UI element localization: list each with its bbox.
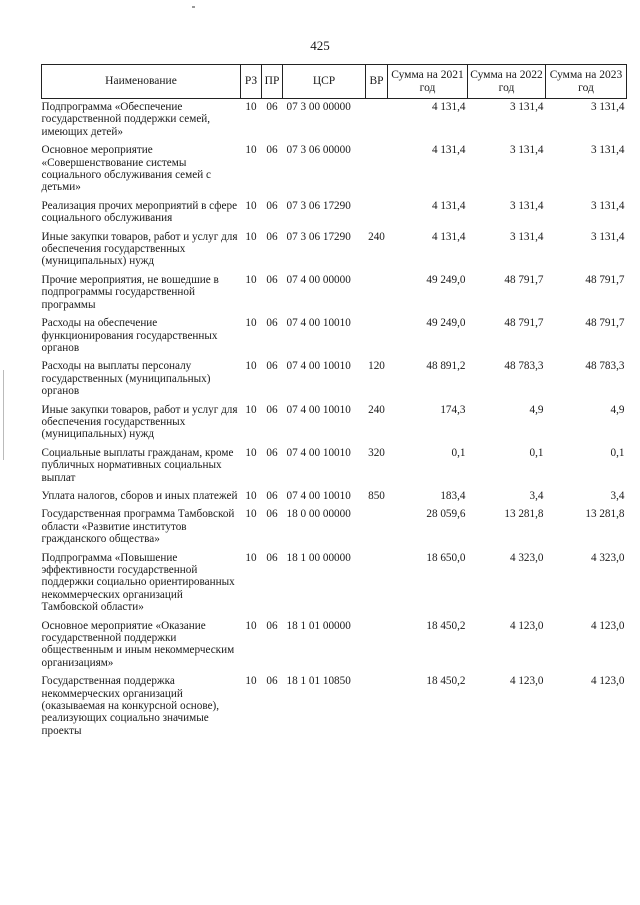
cell-vr (366, 311, 388, 354)
cell-sum-2022: 4 123,0 (509, 675, 544, 688)
cell-csr: 07 3 06 00000 (286, 144, 351, 157)
cell-sum-2022: 3 131,4 (509, 144, 544, 157)
cell-sum-2021: 183,4 (440, 489, 466, 502)
cell-sum-2023: 4 123,0 (590, 675, 625, 688)
table-body (42, 99, 627, 738)
cell-name: Иные закупки товаров, работ и услуг для обеспечения государственных (муниципальных) нужд (41, 403, 238, 441)
cell-csr: 07 4 00 10010 (286, 360, 351, 373)
table-row (42, 441, 627, 484)
cell-pr: 06 (266, 101, 278, 113)
table-row (42, 268, 627, 311)
cell-pr: 06 (266, 273, 278, 286)
cell-sum-2021: 49 249,0 (426, 317, 466, 330)
cell-csr: 07 4 00 10010 (286, 446, 351, 459)
scan-speck (192, 6, 195, 8)
cell-sum-2023: 3,4 (610, 489, 625, 502)
cell-csr: 07 3 06 17290 (286, 199, 351, 212)
cell-rz: 10 (245, 230, 257, 243)
cell-name: Подпрограмма «Обеспечение государственной поддержки семей, имеющих детей» (41, 101, 211, 138)
cell-csr: 07 4 00 10010 (286, 403, 351, 416)
cell-rz: 10 (245, 273, 257, 286)
cell-sum-2021: 49 249,0 (426, 273, 466, 286)
cell-pr: 06 (266, 675, 278, 688)
cell-csr: 18 1 01 00000 (286, 619, 351, 632)
cell-sum-2023: 0,1 (610, 446, 625, 459)
cell-sum-2021: 48 891,2 (426, 360, 466, 373)
budget-table (41, 64, 627, 737)
cell-vr (366, 194, 388, 225)
cell-rz: 10 (245, 144, 257, 157)
table-row (42, 398, 627, 441)
cell-rz: 10 (245, 199, 257, 212)
cell-sum-2023: 3 131,4 (590, 144, 625, 157)
cell-rz: 10 (245, 551, 257, 564)
cell-pr: 06 (266, 144, 278, 157)
cell-vr (366, 669, 388, 737)
cell-sum-2023: 4 123,0 (590, 619, 625, 632)
header-pr: ПР (262, 65, 283, 99)
header-sum-2023: Сумма на 2023 год (546, 65, 627, 99)
cell-sum-2023: 3 131,4 (590, 230, 625, 243)
cell-csr: 18 1 00 00000 (286, 551, 351, 564)
cell-sum-2023: 3 131,4 (590, 199, 625, 212)
table-row (42, 669, 627, 737)
cell-rz: 10 (245, 446, 257, 459)
cell-sum-2021: 4 131,4 (431, 230, 466, 243)
cell-vr (366, 99, 388, 139)
cell-sum-2023: 4,9 (610, 403, 625, 416)
cell-pr: 06 (266, 508, 278, 521)
cell-sum-2022: 4,9 (529, 403, 544, 416)
cell-sum-2021: 18 650,0 (426, 551, 466, 564)
cell-vr: 320 (368, 446, 385, 459)
cell-pr: 06 (266, 199, 278, 212)
cell-name: Государственная поддержка некоммерческих организаций (оказываемая на конкурсной основе), реализующих социально значимые проекты (41, 675, 220, 737)
cell-pr: 06 (266, 551, 278, 564)
cell-name: Основное мероприятие «Совершенствование системы социального обслуживания семей с детьми» (41, 144, 211, 194)
header-row (42, 65, 627, 99)
cell-vr (366, 138, 388, 194)
cell-rz: 10 (245, 360, 257, 373)
cell-sum-2022: 4 123,0 (509, 619, 544, 632)
cell-rz: 10 (245, 489, 257, 502)
cell-sum-2023: 3 131,4 (590, 101, 625, 113)
cell-name: Государственная программа Тамбовской области «Развитие институтов гражданского общества» (41, 508, 235, 546)
table-row (42, 311, 627, 354)
cell-vr: 120 (368, 360, 385, 373)
header-name: Наименование (42, 65, 241, 99)
cell-vr (366, 268, 388, 311)
table-row (42, 354, 627, 397)
cell-csr: 07 4 00 00000 (286, 273, 351, 286)
header-sum-2022: Сумма на 2022 год (468, 65, 546, 99)
table-row (42, 194, 627, 225)
cell-sum-2023: 48 791,7 (585, 317, 625, 330)
table-row (42, 502, 627, 545)
cell-name: Иные закупки товаров, работ и услуг для обеспечения государственных (муниципальных) нужд (41, 230, 238, 268)
cell-vr (366, 546, 388, 614)
cell-sum-2021: 4 131,4 (431, 144, 466, 157)
cell-name: Прочие мероприятия, не вошедшие в подпрограммы государственной программы (41, 273, 219, 311)
cell-pr: 06 (266, 230, 278, 243)
cell-sum-2022: 48 791,7 (504, 273, 544, 286)
cell-rz: 10 (245, 675, 257, 688)
cell-pr: 06 (266, 619, 278, 632)
header-vr: ВР (366, 65, 388, 99)
cell-sum-2022: 3 131,4 (509, 230, 544, 243)
cell-rz: 10 (245, 317, 257, 330)
table-row (42, 546, 627, 614)
cell-sum-2021: 174,3 (440, 403, 466, 416)
cell-sum-2023: 13 281,8 (585, 508, 625, 521)
scan-edge-mark (3, 370, 4, 460)
cell-sum-2021: 0,1 (451, 446, 466, 459)
cell-sum-2021: 4 131,4 (431, 199, 466, 212)
cell-csr: 18 1 01 10850 (286, 675, 351, 688)
table-row (42, 138, 627, 194)
cell-vr: 850 (368, 489, 385, 502)
cell-csr: 07 3 00 00000 (286, 101, 351, 113)
cell-name: Подпрограмма «Повышение эффективности государственной поддержки социально ориентированных некоммерческих организаций Тамбовской области» (41, 551, 235, 614)
cell-pr: 06 (266, 403, 278, 416)
table-row (42, 614, 627, 670)
header-sum-2021: Сумма на 2021 год (388, 65, 468, 99)
cell-rz: 10 (245, 619, 257, 632)
cell-sum-2022: 0,1 (529, 446, 544, 459)
cell-csr: 07 4 00 10010 (286, 317, 351, 330)
cell-sum-2022: 3 131,4 (509, 199, 544, 212)
page-number: 425 (310, 38, 330, 53)
cell-sum-2022: 4 323,0 (509, 551, 544, 564)
header-csr: ЦСР (283, 65, 366, 99)
cell-sum-2022: 3 131,4 (509, 101, 544, 113)
cell-sum-2021: 28 059,6 (426, 508, 466, 521)
cell-vr (366, 502, 388, 545)
cell-pr: 06 (266, 317, 278, 330)
cell-rz: 10 (245, 508, 257, 521)
cell-pr: 06 (266, 360, 278, 373)
cell-csr: 18 0 00 00000 (286, 508, 351, 521)
cell-sum-2021: 18 450,2 (426, 675, 466, 688)
cell-sum-2021: 18 450,2 (426, 619, 466, 632)
table-row (42, 484, 627, 502)
cell-name: Социальные выплаты гражданам, кроме публичных нормативных социальных выплат (41, 446, 234, 484)
cell-sum-2022: 48 783,3 (504, 360, 544, 373)
cell-sum-2022: 3,4 (529, 489, 544, 502)
cell-sum-2022: 48 791,7 (504, 317, 544, 330)
cell-name: Уплата налогов, сборов и иных платежей (41, 489, 238, 502)
cell-vr: 240 (368, 230, 385, 243)
cell-sum-2023: 48 791,7 (585, 273, 625, 286)
cell-vr: 240 (368, 403, 385, 416)
cell-sum-2023: 48 783,3 (585, 360, 625, 373)
cell-pr: 06 (266, 446, 278, 459)
cell-sum-2021: 4 131,4 (431, 101, 466, 113)
cell-name: Реализация прочих мероприятий в сфере социального обслуживания (41, 199, 238, 225)
cell-name: Расходы на обеспечение функционирования государственных органов (41, 317, 218, 354)
cell-csr: 07 3 06 17290 (286, 230, 351, 243)
header-rz: РЗ (241, 65, 262, 99)
cell-csr: 07 4 00 10010 (286, 489, 351, 502)
cell-name: Основное мероприятие «Оказание государственной поддержки общественным и иным некоммерческим организациям» (41, 619, 235, 669)
cell-rz: 10 (245, 101, 257, 113)
cell-rz: 10 (245, 403, 257, 416)
cell-sum-2023: 4 323,0 (590, 551, 625, 564)
cell-vr (366, 614, 388, 670)
cell-sum-2022: 13 281,8 (504, 508, 544, 521)
table-row (42, 225, 627, 268)
cell-name: Расходы на выплаты персоналу государственных (муниципальных) органов (41, 360, 211, 398)
table-row (42, 99, 627, 139)
cell-pr: 06 (266, 489, 278, 502)
